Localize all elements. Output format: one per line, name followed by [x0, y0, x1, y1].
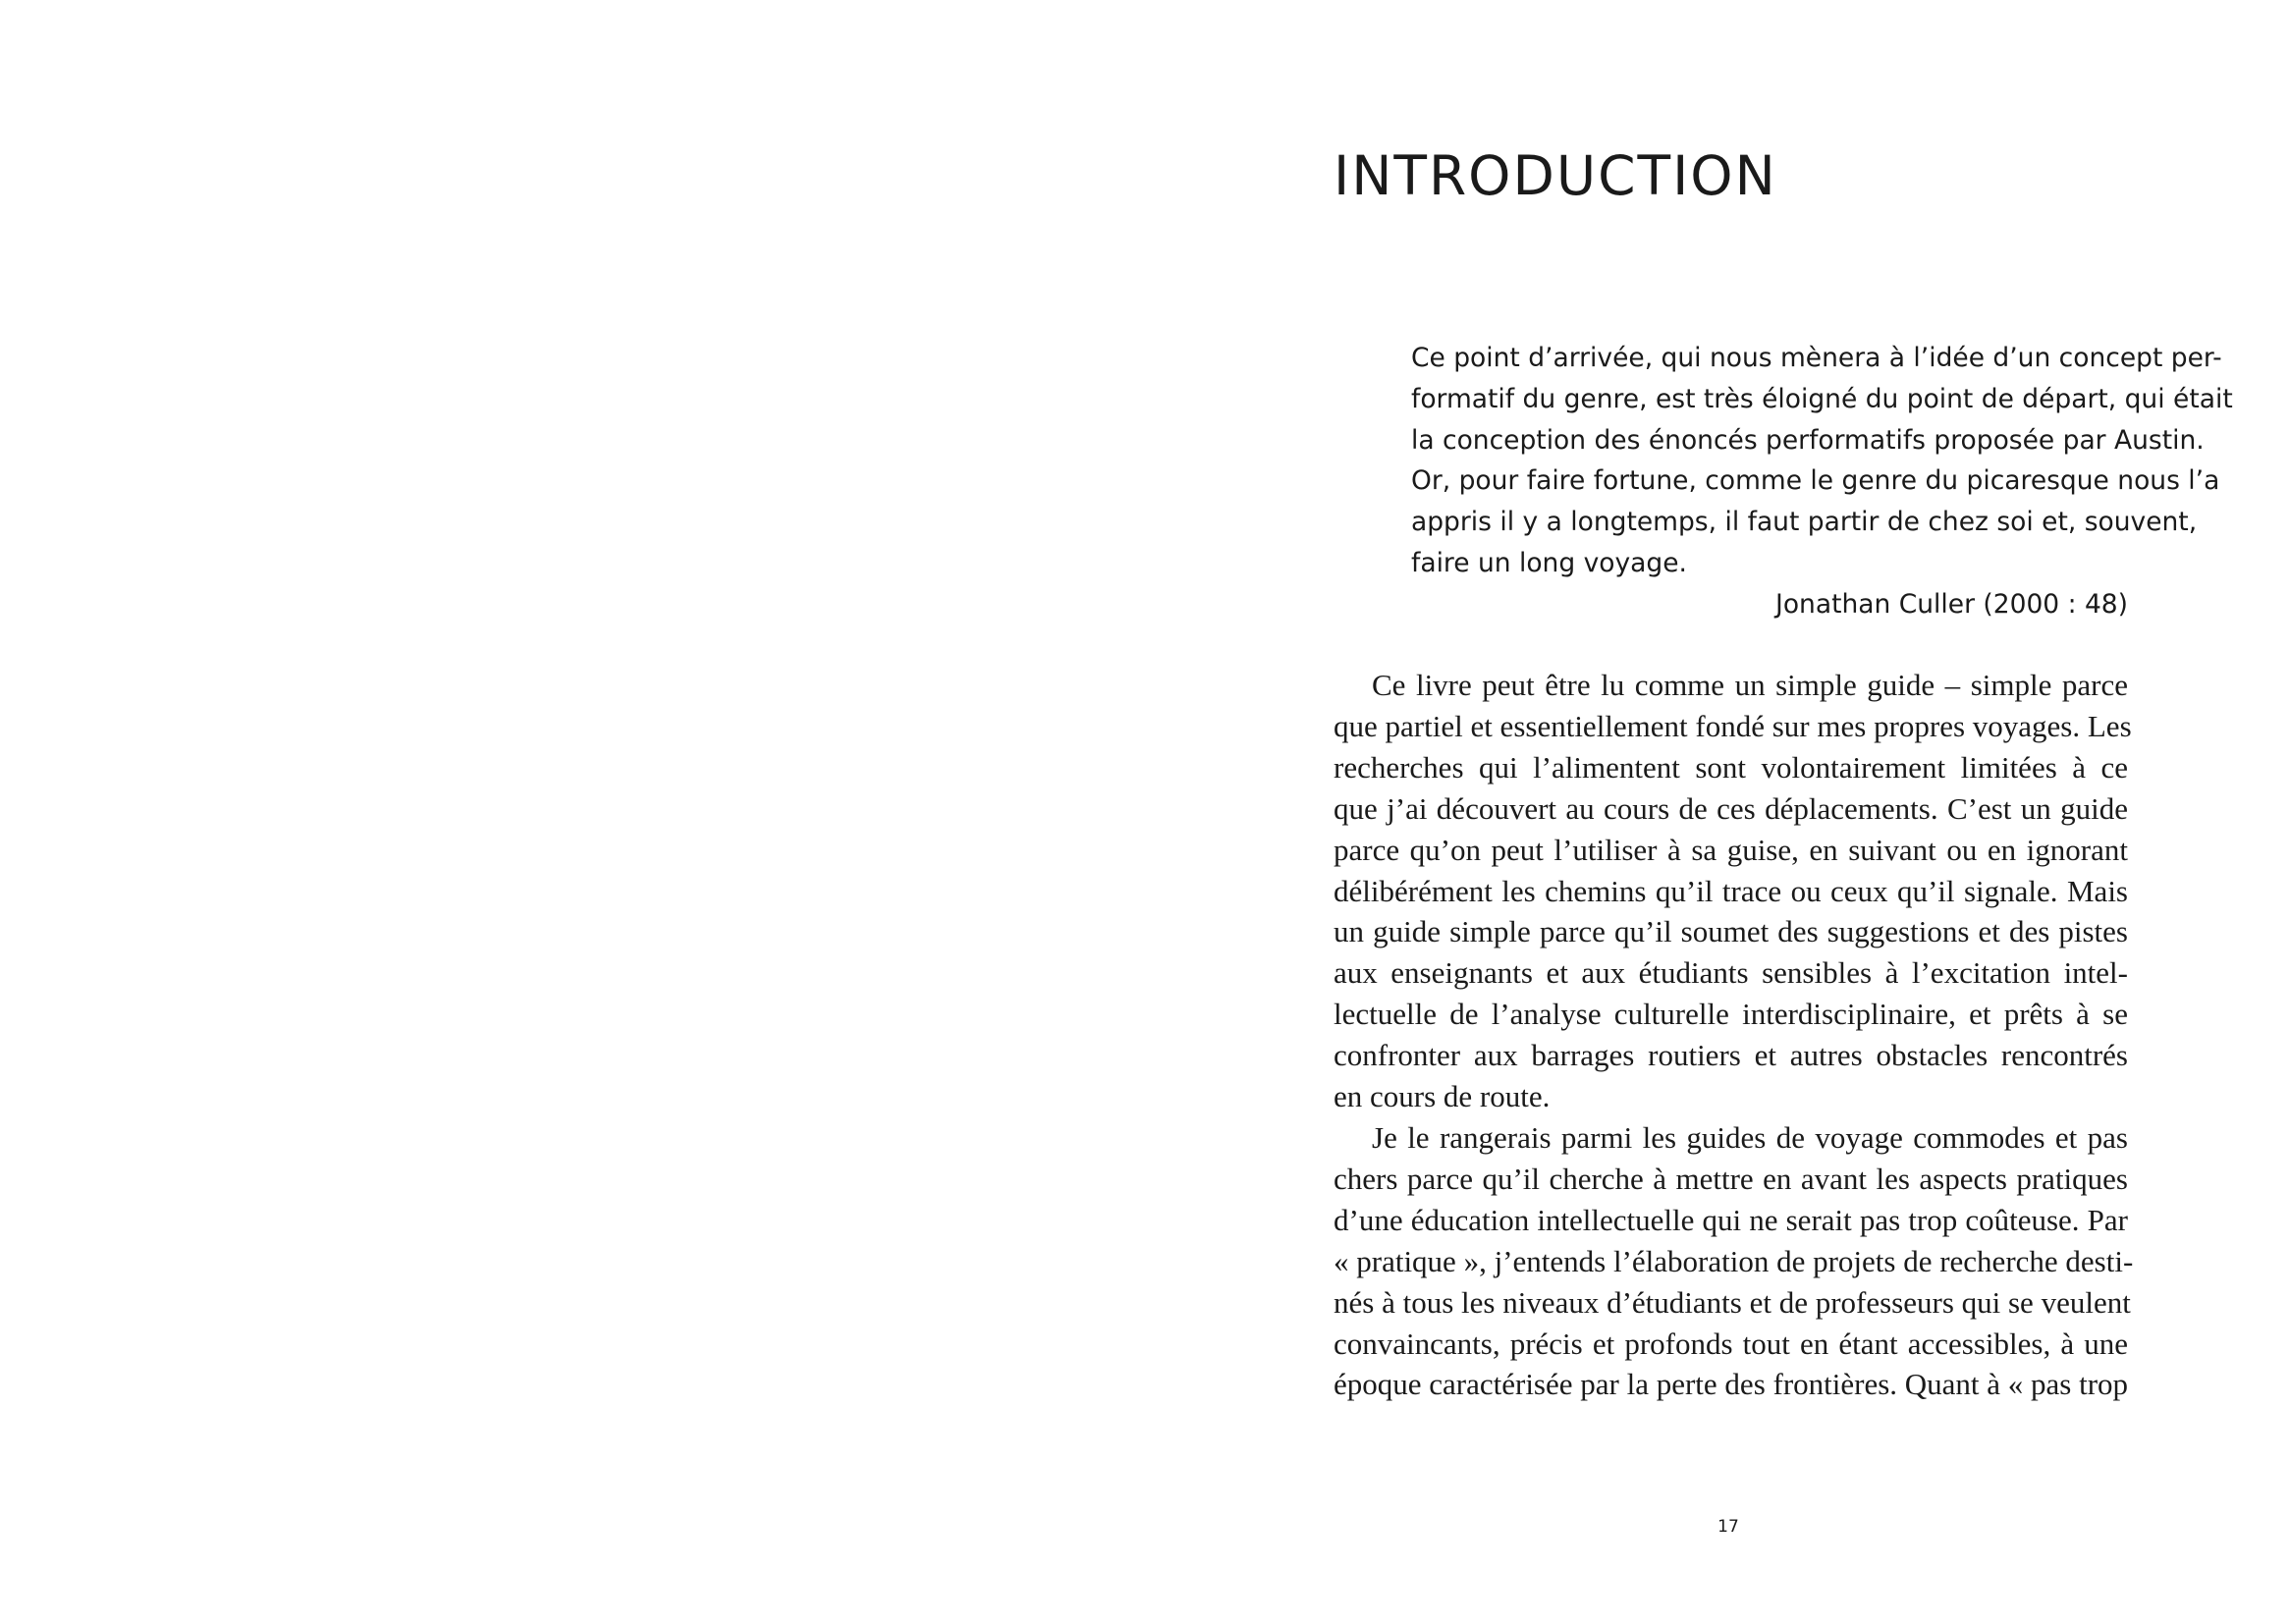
text-line: chers parce qu’il cherche à mettre en avant les aspects pratiques: [1334, 1161, 2128, 1196]
text-line: délibérément les chemins qu’il trace ou ceux qu’il signale. Mais: [1334, 873, 2128, 908]
epigraph-line: Ce point d’arrivée, qui nous mènera à l’idée d’un concept per-: [1411, 343, 2222, 373]
text-line: lectuelle de l’analyse culturelle interdisciplinaire, et prêts à se: [1334, 997, 2128, 1032]
chapter-title: INTRODUCTION: [1334, 144, 1777, 207]
epigraph-line: appris il y a longtemps, il faut partir de chez soi et, souvent,: [1411, 507, 2198, 538]
epigraph-line: faire un long voyage.: [1411, 547, 1687, 578]
paragraph-2: [1334, 1117, 2134, 1405]
text-line: un guide simple parce qu’il soumet des suggestions et des pistes: [1334, 914, 2128, 949]
text-line: en cours de route.: [1334, 1079, 1551, 1114]
paragraph-1: [1334, 665, 2132, 1117]
text-line: recherches qui l’alimentent sont volontairement limitées à ce: [1334, 749, 2128, 785]
epigraph-line: la conception des énoncés performatifs proposée par Austin.: [1411, 424, 2205, 456]
epigraph: [1411, 338, 2233, 625]
text-line: d’une éducation intellectuelle qui ne serait pas trop coûteuse. Par: [1334, 1202, 2128, 1237]
text-line: convaincants, précis et profonds tout en étant accessibles, à une: [1334, 1326, 2128, 1361]
text-line: époque caractérisée par la perte des frontières. Quant à « pas trop: [1334, 1367, 2129, 1402]
epigraph-attribution: Jonathan Culler (2000 : 48): [1775, 588, 2128, 620]
text-line: parce qu’on peut l’utiliser à sa guise, en suivant ou en ignorant: [1334, 832, 2128, 867]
page-number: 17: [1717, 1517, 1739, 1537]
text-line: aux enseignants et aux étudiants sensibles à l’excitation intel-: [1334, 955, 2128, 991]
left-page-blank: [0, 0, 1144, 1624]
body-text: [1334, 665, 2134, 1405]
text-line: Ce livre peut être lu comme un simple guide – simple parce: [1372, 668, 2128, 702]
text-line: que partiel et essentiellement fondé sur mes propres voyages. Les: [1334, 708, 2132, 743]
epigraph-line: Or, pour faire fortune, comme le genre du picaresque nous l’a: [1411, 465, 2220, 497]
text-line: Je le rangerais parmi les guides de voyage commodes et pas: [1372, 1119, 2128, 1155]
text-line: confronter aux barrages routiers et autres obstacles rencontrés: [1334, 1038, 2128, 1073]
text-line: nés à tous les niveaux d’étudiants et de professeurs qui se veulent: [1334, 1284, 2131, 1320]
text-line: que j’ai découvert au cours de ces déplacements. C’est un guide: [1334, 790, 2128, 826]
text-line: « pratique », j’entends l’élaboration de projets de recherche desti-: [1334, 1243, 2134, 1278]
epigraph-line: formatif du genre, est très éloigné du point de départ, qui était: [1411, 383, 2233, 414]
